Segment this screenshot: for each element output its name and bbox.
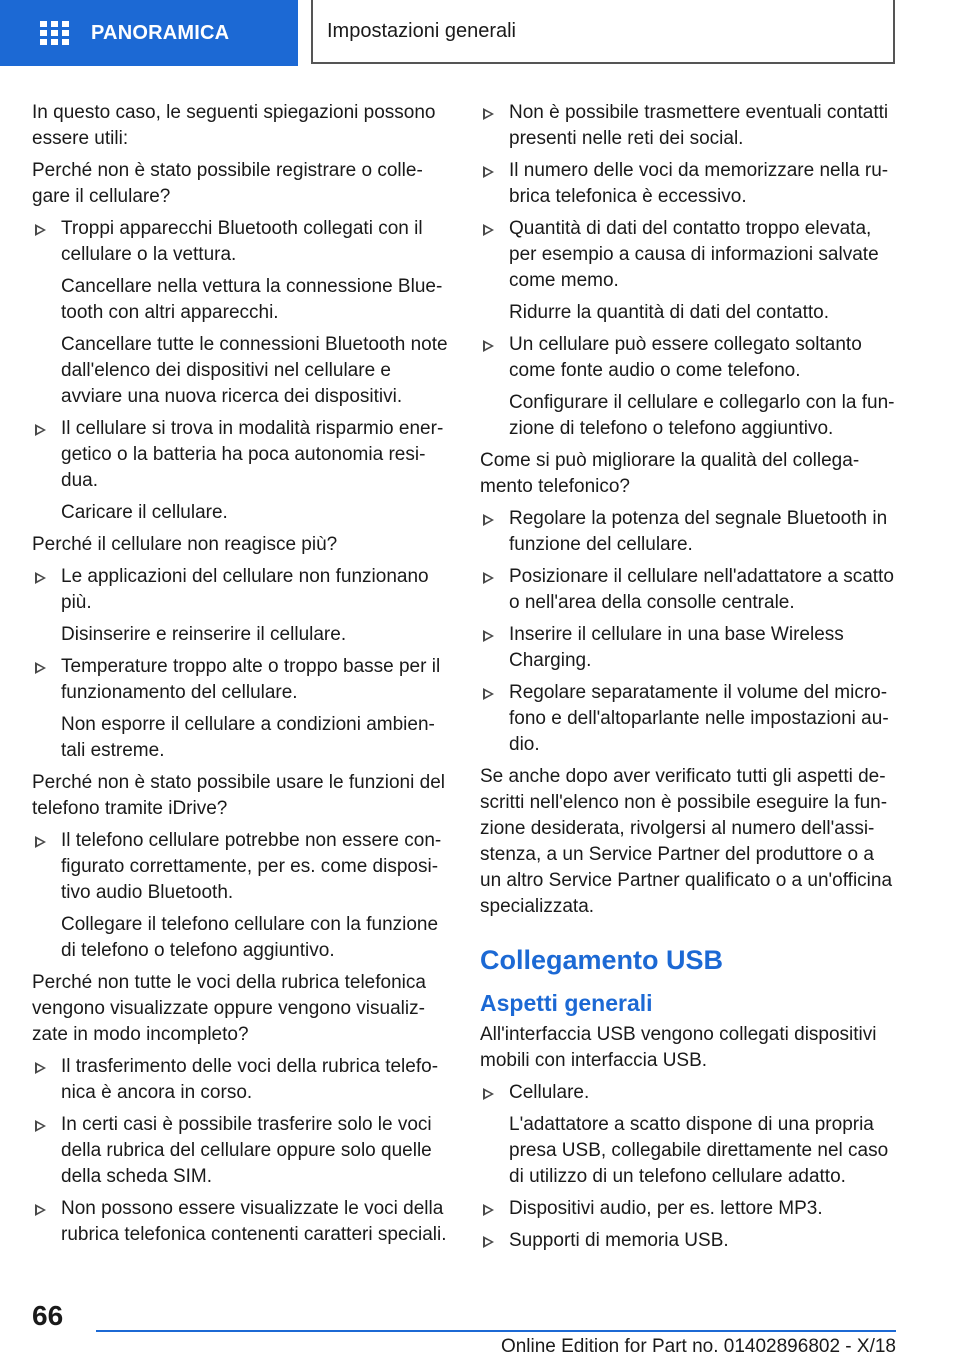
triangle-bullet-icon [35,572,46,584]
bullet-item [480,100,895,152]
bullet-text: Dispositivi audio, per es. lettore MP3. [509,1198,823,1219]
bullet-text: Regolare separatamente il volume del microfono e dell'altoparlante nelle impostazioni audio. [509,682,889,755]
page-header [0,0,960,66]
bullet-subtext: Caricare il cellulare. [61,502,228,523]
bullet-subtext: Non esporre il cellulare a condizioni ambientali estreme. [61,714,435,761]
triangle-bullet-icon [483,630,494,642]
bullet-text: Le applicazioni del cellulare non funzionano più. [61,566,429,613]
bullet-text: Non è possibile trasmettere eventuali contatti presenti nelle reti dei social. [509,102,889,149]
triangle-bullet-icon [483,514,494,526]
bullet-subtext: Collegare il telefono cellulare con la funzione di telefono o telefono aggiuntivo. [61,914,439,961]
bullet-text: Inserire il cellulare in una base Wireless Charging. [509,624,844,671]
question-paragraph: Perché non è stato possibile usare le funzioni del telefono tramite iDrive? [32,772,445,819]
triangle-bullet-icon [483,1088,494,1100]
bullet-text: Quantità di dati del contatto troppo elevata, per esempio a causa di informazioni salvate come memo. [509,218,879,291]
bullet-list [480,506,895,758]
question-paragraph: Perché non tutte le voci della rubrica telefonica vengono visualizzate oppure vengono visualizzate in modo incompleto? [32,972,426,1045]
overview-nav-label: PANORAMICA [91,21,230,44]
triangle-bullet-icon [483,572,494,584]
bullet-list [32,216,452,526]
closing-paragraph: Se anche dopo aver verificato tutti gli aspetti descritti nell'elenco non è possibile eseguire la funzione desiderata, rivolgersi al numero dell'assistenza, a un Service Partner del produttore o a un altro Service Partner qualificato o a un'officina specializzata. [480,766,893,917]
bullet-text: Il trasferimento delle voci della rubrica telefonica è ancora in corso. [61,1056,439,1103]
footer-divider [96,1330,896,1332]
bullet-item [32,828,452,964]
bullet-text: Il numero delle voci da memorizzare nella rubrica telefonica è eccessivo. [509,160,889,207]
page-number: 66 [32,1300,64,1331]
bullet-text: Non possono essere visualizzate le voci della rubrica telefonica contenenti caratteri speciali. [61,1198,447,1245]
question-paragraph: Perché non è stato possibile registrare o collegare il cellulare? [32,160,423,207]
triangle-bullet-icon [35,224,46,236]
bullet-item [480,216,895,326]
bullet-text: Troppi apparecchi Bluetooth collegati con il cellulare o la vettura. [61,218,423,265]
bullet-item [32,654,452,764]
bullet-list [480,1080,895,1254]
bullet-list [480,100,895,442]
bullet-subtext: Cancellare nella vettura la connessione Bluetooth con altri apparecchi. [61,276,443,323]
bullet-subtext: Disinserire e reinserire il cellulare. [61,624,347,645]
triangle-bullet-icon [35,1062,46,1074]
right-column [480,100,895,1260]
section-title: Impostazioni generali [327,19,516,42]
bullet-item [480,506,895,558]
bullet-text: Cellulare. [509,1082,590,1103]
bullet-list [32,564,452,764]
question-paragraph: Come si può migliorare la qualità del collegamento telefonico? [480,450,860,497]
triangle-bullet-icon [483,340,494,352]
bullet-text: Il telefono cellulare potrebbe non essere configurato correttamente, per es. come dispositivo audio Bluetooth. [61,830,442,903]
triangle-bullet-icon [35,424,46,436]
usb-intro-paragraph: All'interfaccia USB vengono collegati dispositivi mobili con interfaccia USB. [480,1024,877,1071]
triangle-bullet-icon [35,1204,46,1216]
bullet-text: In certi casi è possibile trasferire solo le voci della rubrica del cellulare oppure solo quelle della scheda SIM. [61,1114,432,1187]
triangle-bullet-icon [483,224,494,236]
bullet-text: Posizionare il cellulare nell'adattatore a scatto o nell'area della consolle centrale. [509,566,894,613]
triangle-bullet-icon [35,836,46,848]
bullet-item [480,1080,895,1190]
bullet-item [480,564,895,616]
question-paragraph: Perché il cellulare non reagisce più? [32,534,338,555]
section-heading: Collegamento USB [480,945,724,975]
bullet-item [480,680,895,758]
bullet-text: Regolare la potenza del segnale Bluetooth in funzione del cellulare. [509,508,888,555]
bullet-item [480,1196,895,1222]
triangle-bullet-icon [483,108,494,120]
overview-nav-button[interactable] [0,0,298,66]
bullet-list [32,1054,452,1248]
bullet-item [32,564,452,648]
grid-icon [40,21,69,45]
triangle-bullet-icon [483,688,494,700]
triangle-bullet-icon [35,662,46,674]
bullet-subtext: Cancellare tutte le connessioni Bluetooth note dall'elenco dei dispositivi nel cellulare e avviare una nuova ricerca dei dispositivi. [61,334,448,407]
triangle-bullet-icon [483,166,494,178]
intro-paragraph: In questo caso, le seguenti spiegazioni possono essere utili: [32,102,436,149]
subsection-heading: Aspetti generali [480,990,653,1016]
bullet-item [480,332,895,442]
bullet-text: Il cellulare si trova in modalità risparmio energetico o la batteria ha poca autonomia residua. [61,418,444,491]
bullet-item [32,1112,452,1190]
bullet-item [32,416,452,526]
triangle-bullet-icon [483,1204,494,1216]
bullet-subtext: Ridurre la quantità di dati del contatto. [509,302,830,323]
section-title-tab[interactable] [311,0,895,64]
bullet-text: Supporti di memoria USB. [509,1230,729,1251]
bullet-text: Un cellulare può essere collegato soltanto come fonte audio o come telefono. [509,334,862,381]
bullet-subtext: L'adattatore a scatto dispone di una propria presa USB, collegabile direttamente nel caso di utilizzo di un telefono cellulare adatto. [509,1114,889,1187]
bullet-item [480,622,895,674]
bullet-subtext: Configurare il cellulare e collegarlo con la funzione di telefono o telefono aggiuntivo. [509,392,895,439]
bullet-text: Temperature troppo alte o troppo basse per il funzionamento del cellulare. [61,656,441,703]
left-column [32,100,452,1254]
bullet-item [480,1228,895,1254]
triangle-bullet-icon [35,1120,46,1132]
bullet-item [480,158,895,210]
triangle-bullet-icon [483,1236,494,1248]
edition-footer: Online Edition for Part no. 01402896802 - X/18 [500,1336,896,1357]
bullet-item [32,1196,452,1248]
bullet-item [32,216,452,410]
bullet-item [32,1054,452,1106]
bullet-list [32,828,452,964]
